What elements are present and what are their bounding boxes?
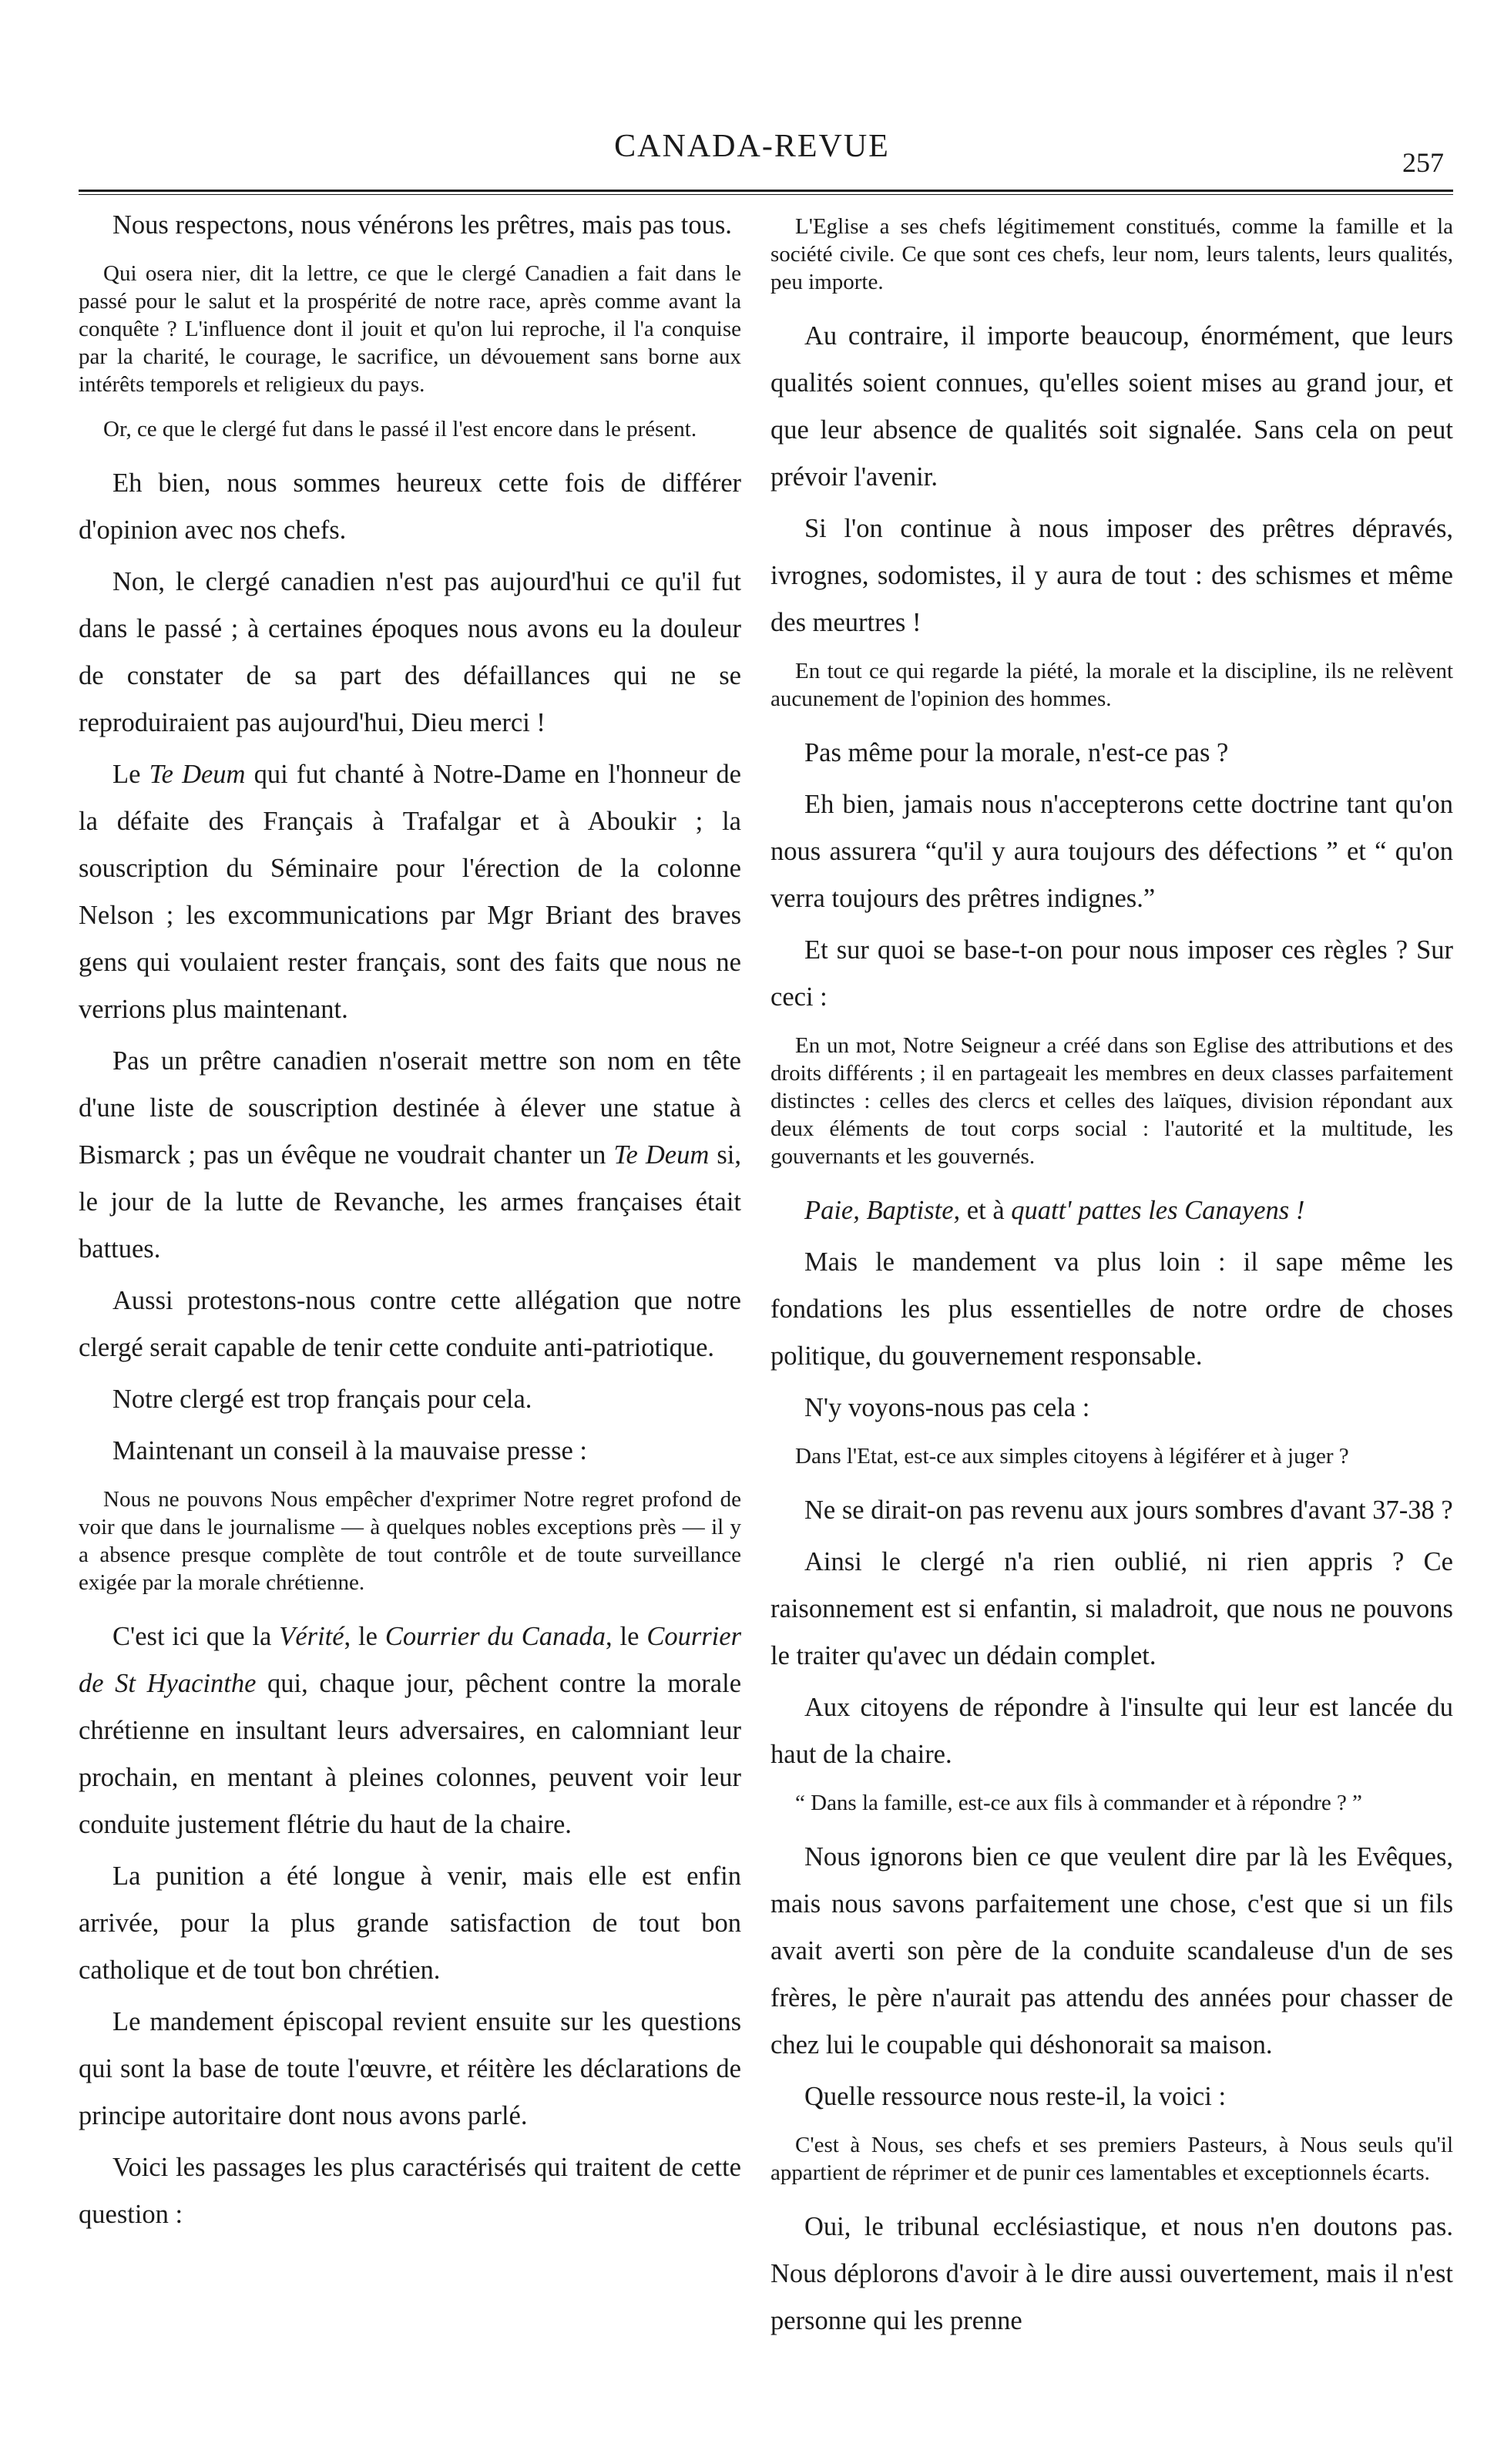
body-paragraph: Au contraire, il importe beaucoup, énormément, que leurs qualités soient connues, qu'elles soient mises au grand jour, et que leur absence de qualités soit signalée. Sans cela on peut prévoir l'avenir. xyxy=(770,321,1453,492)
text-run: et à xyxy=(960,1196,1012,1225)
body-paragraph: Mais le mandement va plus loin : il sape même les fondations les plus essentielles de notre ordre de choses politique, du gouvernement responsable. xyxy=(770,1247,1453,1371)
quoted-excerpt: Qui osera nier, dit la lettre, ce que le clergé Canadien a fait dans le passé pour le salut et la prospérité de notre race, après comme avant la conquête ? L'influence dont il jouit et qu'on lui reproche, il l'a conquise par la charité, le courage, le sacrifice, un dévouement sans borne aux intérêts temporels et religieux du pays. xyxy=(79,261,741,397)
header-rule-thin xyxy=(79,194,1453,195)
quoted-excerpt: Or, ce que le clergé fut dans le passé il l'est encore dans le présent. xyxy=(103,417,697,441)
body-paragraph: Nous ignorons bien ce que veulent dire par là les Evêques, mais nous savons parfaitement une chose, c'est que si un fils avait averti son père de la conduite scandaleuse d'un de ses frères, le père n'aurait pas attendu des années pour chasser de chez lui le coupable qui déshonorait sa maison. xyxy=(770,1842,1453,2059)
body-paragraph: Eh bien, nous sommes heureux cette fois de différer d'opinion avec nos chefs. xyxy=(79,468,741,545)
quoted-excerpt: Dans l'Etat, est-ce aux simples citoyens à légiférer et à juger ? xyxy=(795,1444,1349,1469)
body-paragraph: N'y voyons-nous pas cela : xyxy=(804,1393,1090,1422)
body-paragraph: Oui, le tribunal ecclésiastique, et nous n'en doutons pas. Nous déplorons d'avoir à le dire aussi ouvertement, mais il n'est personne qui les prenne xyxy=(770,2212,1453,2335)
italic-title: Vérité xyxy=(279,1622,344,1651)
quoted-excerpt: C'est à Nous, ses chefs et ses premiers Pasteurs, à Nous seuls qu'il appartient de réprimer et de punir ces lamentables et exceptionnels écarts. xyxy=(770,2133,1453,2185)
body-paragraph xyxy=(79,1613,741,1848)
text-run: si, le jour de la lutte de Revanche, les armes françaises était battues. xyxy=(79,1140,742,1264)
quoted-excerpt: En un mot, Notre Seigneur a créé dans son Eglise des attributions et des droits différents ; il en partageait les membres en deux classes parfaitement distinctes : celles des clercs et celles des laïques, division répondant aux deux éléments de tout corps social : l'autorité et la multitude, les gouvernants et les gouvernés. xyxy=(770,1033,1453,1169)
text-run: , le xyxy=(606,1622,647,1651)
body-paragraph: La punition a été longue à venir, mais elle est enfin arrivée, pour la plus grande satisfaction de tout bon catholique et de tout bon chrétien. xyxy=(79,1861,741,1985)
italic-title: Courrier du Canada xyxy=(384,1622,606,1651)
body-paragraph: Si l'on continue à nous imposer des prêtres dépravés, ivrognes, sodomistes, il y aura de tout : des schismes et même des meurtres ! xyxy=(770,514,1453,637)
body-paragraph: Voici les passages les plus caractérisés qui traitent de cette question : xyxy=(79,2153,741,2229)
body-paragraph: Pas même pour la morale, n'est-ce pas ? xyxy=(804,738,1229,767)
body-paragraph: Non, le clergé canadien n'est pas aujourd'hui ce qu'il fut dans le passé ; à certaines époques nous avons eu la douleur de constater de sa part des défaillances qui ne se reproduiraient pas aujourd'hui, Dieu merci ! xyxy=(79,567,741,737)
text-run: qui fut chanté à Notre-Dame en l'honneur de la défaite des Français à Trafalgar et à Aboukir ; la souscription du Séminaire pour l'érection de la colonne Nelson ; les excommunications par Mgr Briant des braves gens qui voulaient rester français, sont des faits que nous ne verrions plus maintenant. xyxy=(79,760,741,1024)
quoted-excerpt: Nous ne pouvons Nous empêcher d'exprimer Notre regret profond de voir que dans le journalisme — à quelques nobles exceptions près — il y a absence presque complète de tout contrôle et de toute surveillance exigée par la morale chrétienne. xyxy=(79,1487,741,1595)
body-paragraph: Ne se dirait-on pas revenu aux jours sombres d'avant 37-38 ? xyxy=(804,1496,1453,1525)
italic-title: Courrier de St Hyacinthe xyxy=(79,1622,741,1698)
body-paragraph xyxy=(79,751,741,1033)
left-column xyxy=(79,202,741,2243)
running-title: CANADA-REVUE xyxy=(614,129,890,164)
italic-title: Te Deum xyxy=(613,1140,710,1170)
text-run: , le xyxy=(344,1622,385,1651)
italic-title: Te Deum xyxy=(149,760,246,789)
page-number: 257 xyxy=(1402,147,1444,178)
header-rule xyxy=(79,190,1453,192)
italic-title: quatt' pattes les Canayens ! xyxy=(1011,1196,1305,1225)
body-paragraph: Aux citoyens de répondre à l'insulte qui leur est lancée du haut de la chaire. xyxy=(770,1693,1453,1769)
body-paragraph: Notre clergé est trop français pour cela. xyxy=(112,1385,532,1414)
body-paragraph: Nous respectons, nous vénérons les prêtres, mais pas tous. xyxy=(112,210,732,240)
body-paragraph: Quelle ressource nous reste-il, la voici : xyxy=(804,2082,1227,2111)
quoted-excerpt: “ Dans la famille, est-ce aux fils à commander et à répondre ? ” xyxy=(795,1791,1362,1815)
text-run: Le xyxy=(112,760,149,789)
quoted-excerpt: L'Eglise a ses chefs légitimement constitués, comme la famille et la société civile. Ce que sont ces chefs, leur nom, leurs talents, leurs qualités, peu importe. xyxy=(770,214,1453,294)
body-paragraph: Ainsi le clergé n'a rien oublié, ni rien appris ? Ce raisonnement est si enfantin, si maladroit, que nous ne pouvons le traiter qu'avec un dédain complet. xyxy=(770,1547,1453,1670)
body-paragraph: Et sur quoi se base-t-on pour nous imposer ces règles ? Sur ceci : xyxy=(770,935,1453,1012)
body-paragraph: Aussi protestons-nous contre cette allégation que notre clergé serait capable de tenir cette conduite anti-patriotique. xyxy=(79,1286,741,1362)
quoted-excerpt: En tout ce qui regarde la piété, la morale et la discipline, ils ne relèvent aucunement de l'opinion des hommes. xyxy=(770,659,1453,711)
body-paragraph: Le mandement épiscopal revient ensuite sur les questions qui sont la base de toute l'œuvre, et réitère les déclarations de principe autoritaire dont nous avons parlé. xyxy=(79,2007,741,2130)
text-run: C'est ici que la xyxy=(112,1622,280,1651)
text-run: qui, chaque jour, pêchent contre la morale chrétienne en insultant leurs adversaires, en calomniant leur prochain, en mentant à pleines colonnes, peuvent voir leur conduite justement flétrie du haut de la chaire. xyxy=(79,1669,742,1839)
italic-title: Paie, Baptiste, xyxy=(804,1196,961,1225)
right-column xyxy=(770,202,1453,2349)
body-paragraph: Eh bien, jamais nous n'accepterons cette doctrine tant qu'on nous assurera “qu'il y aura toujours des défections ” et “ qu'on verra toujours des prêtres indignes.” xyxy=(770,790,1453,913)
body-paragraph xyxy=(79,1038,741,1273)
text-run: Pas un prêtre canadien n'oserait mettre son nom en tête d'une liste de souscription destinée à élever une statue à Bismarck ; pas un évêque ne voudrait chanter un xyxy=(79,1046,741,1170)
italic-exclamation xyxy=(770,1187,1453,1234)
body-paragraph: Maintenant un conseil à la mauvaise presse : xyxy=(112,1436,588,1465)
